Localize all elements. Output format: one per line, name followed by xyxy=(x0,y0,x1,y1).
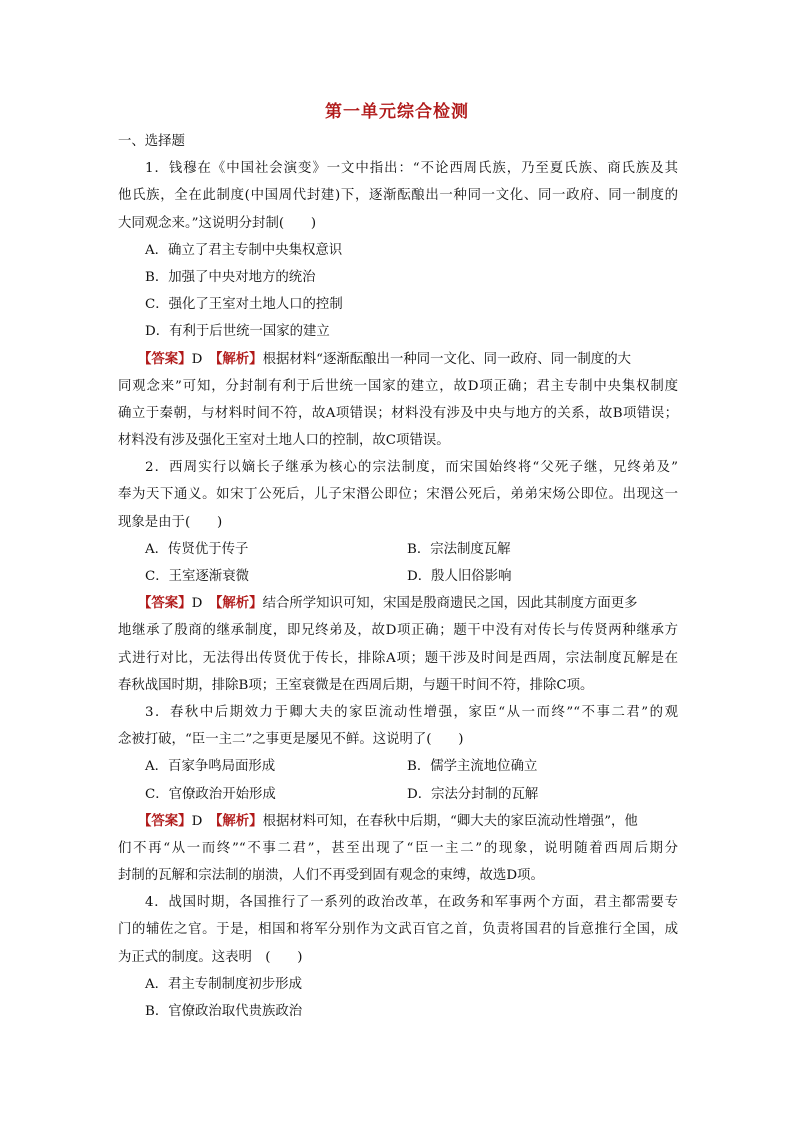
question-text-line: 现象是由于( ) xyxy=(118,514,223,530)
option-d: D．殷人旧俗影响 xyxy=(407,569,512,584)
option-row xyxy=(118,563,678,590)
answer-line xyxy=(118,346,678,373)
option-row xyxy=(118,781,678,808)
question-text-line: 大同观念来。”这说明分封制( ) xyxy=(118,215,317,231)
answer-label: 【答案】 xyxy=(138,350,192,367)
option-b: B．儒学主流地位确立 xyxy=(407,759,538,775)
analysis-line: 同观念来”可知，分封制有利于后世统一国家的建立，故D项正确；君主专制中央集权制度 xyxy=(118,378,678,394)
option-a: A．君主专制制度初步形成 xyxy=(145,976,302,992)
option-row xyxy=(118,753,678,780)
option-b: B．加强了中央对地方的统治 xyxy=(145,269,316,285)
answer-line xyxy=(118,808,678,835)
question-text-line: 门的辅佐之官。于是，相国和将军分别作为文武百官之首，负责将国君的旨意推行全国，成 xyxy=(118,922,678,938)
question-text-line: 4．战国时期，各国推行了一系列的政治改革，在政务和军事两个方面，君主都需要专 xyxy=(145,895,678,911)
answer-line xyxy=(118,590,678,617)
analysis-label: 【解析】 xyxy=(209,812,263,829)
analysis-line: 们不再“从一而终”“不事二君”，甚至出现了“臣一主二”的现象，说明随着西周后期分 xyxy=(118,840,678,856)
question-1 xyxy=(118,155,678,454)
analysis-text: 根据材料可知，在春秋中后期，“卿大夫的家臣流动性增强”，他 xyxy=(262,813,638,829)
option-d: D．有利于后世统一国家的建立 xyxy=(145,324,330,340)
analysis-line: 式进行对比，无法得出传贤优于传长，排除A项；题干涉及时间是西周，宗法制度瓦解是在 xyxy=(118,650,678,666)
answer-value: D xyxy=(191,813,203,829)
document-body xyxy=(118,128,678,1025)
question-2 xyxy=(118,454,678,699)
question-text-line: 2．西周实行以嫡长子继承为核心的宗法制度，而宋国始终将“父死子继，兄终弟及” xyxy=(145,460,678,476)
option-d: D．宗法分封制的瓦解 xyxy=(407,786,539,802)
analysis-line: 封制的瓦解和宗法制的崩溃，人们不再受到固有观念的束缚，故选D项。 xyxy=(118,868,544,884)
option-row xyxy=(118,536,678,563)
option-a: A．百家争鸣局面形成 xyxy=(145,759,276,775)
option-a: A．传贤优于传子 xyxy=(145,541,249,557)
question-text-line: 3．春秋中后期效力于卿大夫的家臣流动性增强，家臣“从一而终”“不事二君”的观 xyxy=(145,704,678,720)
analysis-line: 材料没有涉及强化王室对土地人口的控制，故C项错误。 xyxy=(118,433,450,449)
option-a: A．确立了君主专制中央集权意识 xyxy=(145,242,343,258)
answer-value: D xyxy=(191,351,203,367)
option-b: B．宗法制度瓦解 xyxy=(407,541,511,557)
option-b: B．官僚政治取代贵族政治 xyxy=(145,1004,303,1019)
answer-value: D xyxy=(191,596,203,612)
analysis-line: 春秋战国时期，排除B项；王室衰微是在西周后期，与题干时间不符，排除C项。 xyxy=(118,677,594,693)
analysis-line: 地继承了殷商的继承制度，即兄终弟及，故D项正确；题干中没有对传长与传贤两种继承方 xyxy=(118,623,678,639)
question-text-line: 念被打破，“臣一主二”之事更是屡见不鲜。这说明了( ) xyxy=(118,732,464,748)
question-text-line: 奉为天下通义。如宋丁公死后，儿子宋湣公即位；宋湣公死后，弟弟宋炀公即位。出现这一 xyxy=(118,487,678,503)
section-heading: 一、选择题 xyxy=(118,134,185,149)
analysis-text: 结合所学知识可知，宋国是殷商遗民之国，因此其制度方面更多 xyxy=(262,596,638,612)
question-4 xyxy=(118,889,678,1025)
answer-label: 【答案】 xyxy=(138,812,192,829)
page-title: 第一单元综合检测 xyxy=(325,102,469,122)
analysis-text: 根据材料“逐渐酝酿出一种同一文化、同一政府、同一制度的大 xyxy=(262,351,631,367)
analysis-label: 【解析】 xyxy=(209,595,263,612)
analysis-line: 确立于秦朝，与材料时间不符，故A项错误；材料没有涉及中央与地方的关系，故B项错误； xyxy=(118,405,678,421)
question-text-line: 他氏族，全在此制度(中国周代封建)下，逐渐酝酿出一种同一文化、同一政府、同一制度的 xyxy=(118,188,678,204)
option-c: C．王室逐渐衰微 xyxy=(145,569,249,584)
question-3 xyxy=(118,699,678,889)
answer-label: 【答案】 xyxy=(138,595,192,612)
analysis-label: 【解析】 xyxy=(209,350,263,367)
option-c: C．强化了王室对土地人口的控制 xyxy=(145,297,343,313)
option-c: C．官僚政治开始形成 xyxy=(145,786,276,802)
question-text-line: 1．钱穆在《中国社会演变》一文中指出：“不论西周氏族，乃至夏氏族、商氏族及其 xyxy=(145,161,678,177)
question-text-line: 为正式的制度。这表明 ( ) xyxy=(118,949,303,965)
